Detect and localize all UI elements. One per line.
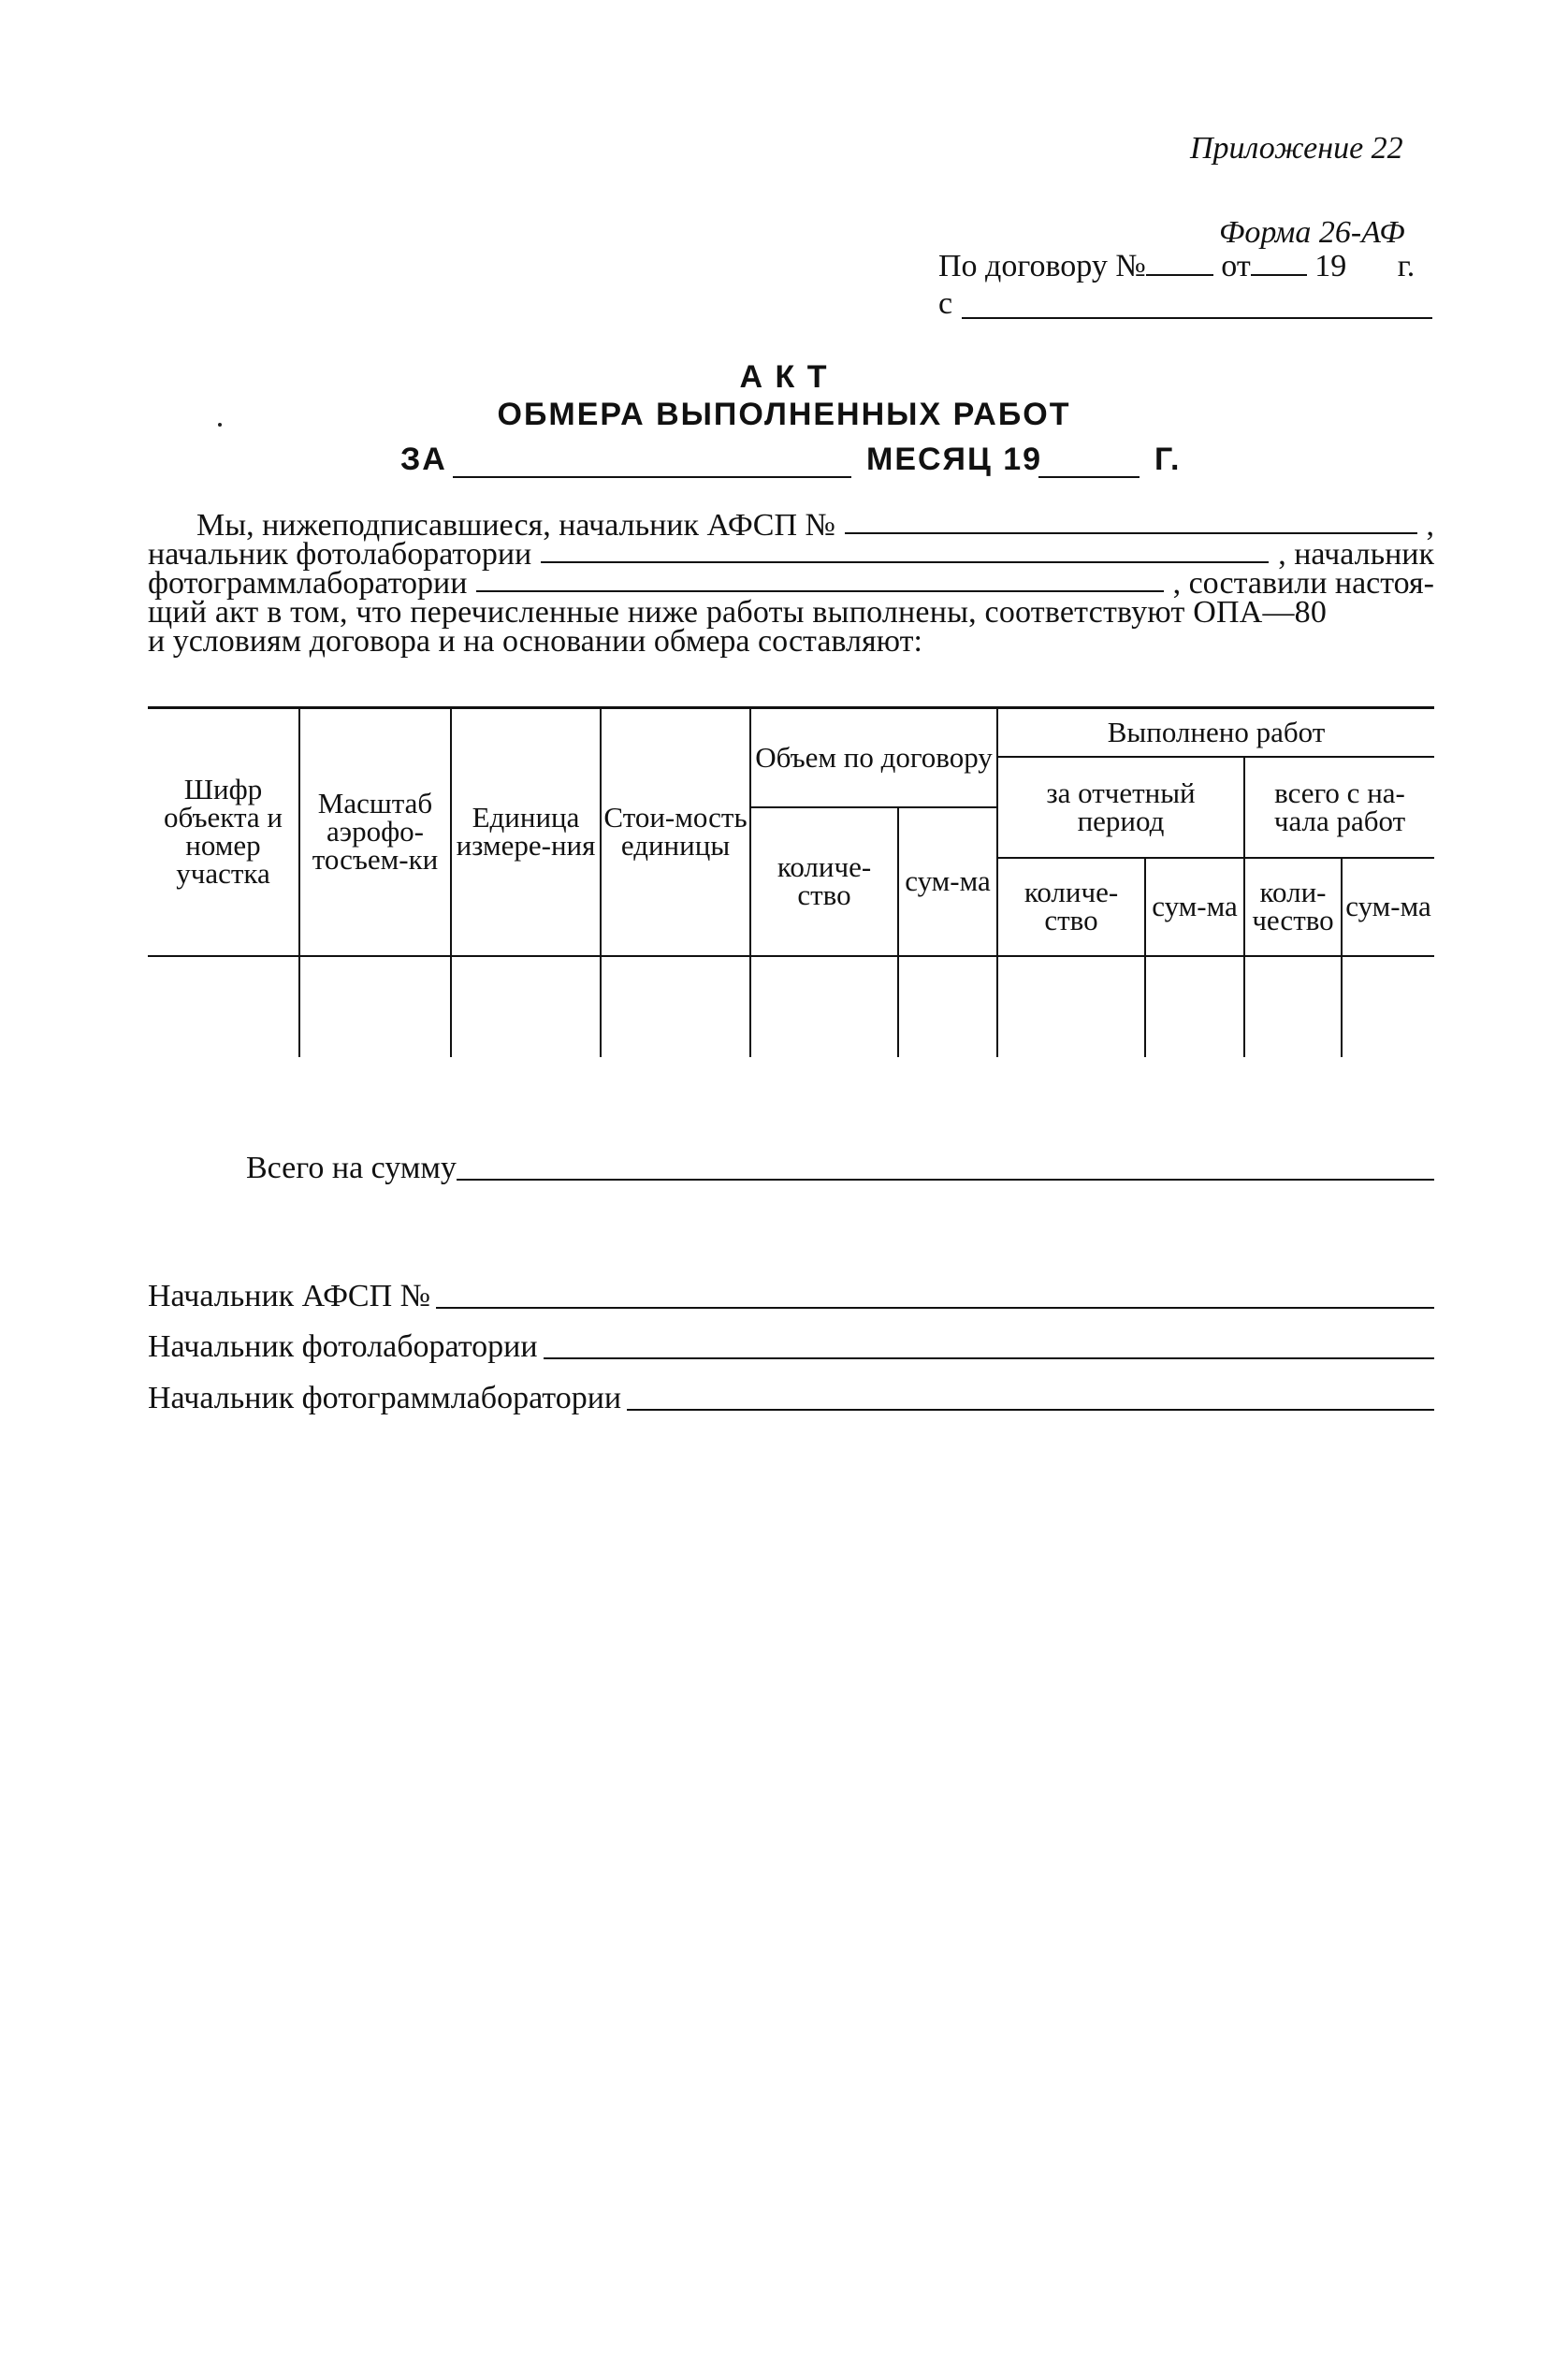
cell-period-sum[interactable] [1145, 956, 1244, 1057]
signature-photogrammlab [148, 1381, 1434, 1416]
col-header-contract-volume: Объем по договору [750, 708, 997, 807]
cell-scale[interactable] [299, 956, 451, 1057]
para-line3: фотограммлаборатории [148, 566, 468, 601]
doc-title-main: ОБМЕРА ВЫПОЛНЕННЫХ РАБОТ [497, 397, 1071, 432]
act-paragraph [148, 508, 1434, 659]
col-header-cost: Стои-мость единицы [601, 708, 750, 956]
signature-photogrammlab-label: Начальник фотограммлаборатории [148, 1381, 622, 1415]
contract-line [938, 249, 1415, 284]
signature-afsp [148, 1279, 1434, 1314]
contract-with-label: с [938, 286, 953, 321]
appendix-label: Приложение 22 [1190, 131, 1403, 166]
signature-photolab-blank[interactable] [544, 1357, 1434, 1359]
col-header-period-qty: количе-ство [997, 858, 1145, 956]
contract-with-blank[interactable] [962, 317, 1432, 319]
total-sum-label: Всего на сумму [246, 1151, 457, 1185]
para-line2: начальник фотолаборатории [148, 537, 532, 572]
cell-total-sum[interactable] [1342, 956, 1434, 1057]
contract-year: 19 [1314, 249, 1347, 283]
contract-date-blank[interactable] [1251, 274, 1307, 276]
para-line3-end: , составили настоя- [1172, 566, 1434, 601]
para-line4: щий акт в том, что перечисленные ниже работы выполнены, соответствуют ОПА—80 [148, 595, 1328, 630]
table-row [148, 956, 1434, 1057]
col-header-scale: Масштаб аэрофо-тосъем-ки [299, 708, 451, 956]
cell-period-qty[interactable] [997, 956, 1145, 1057]
cell-unit[interactable] [451, 956, 601, 1057]
cell-total-qty[interactable] [1244, 956, 1342, 1057]
photogrammlab-head-blank[interactable] [476, 590, 1163, 592]
col-header-code: Шифр объекта и номер участка [148, 708, 299, 956]
title-month: МЕСЯЦ 19 [866, 442, 1043, 477]
contract-prefix: По договору № [938, 249, 1146, 283]
para-line1: Мы, нижеподписавшиеся, начальник АФСП № [196, 508, 835, 543]
para-line2-end: , начальник [1278, 537, 1434, 572]
title-za: ЗА [400, 442, 447, 477]
cell-contract-sum[interactable] [898, 956, 997, 1057]
signature-afsp-label: Начальник АФСП № [148, 1279, 431, 1313]
para-line5: и условиям договора и на основании обмера составляют: [148, 624, 922, 659]
col-header-period: за отчетный период [997, 757, 1244, 858]
total-sum-row [246, 1151, 1434, 1186]
contract-number-blank[interactable] [1146, 274, 1213, 276]
signature-photogrammlab-blank[interactable] [627, 1409, 1434, 1411]
cell-code[interactable] [148, 956, 299, 1057]
signature-afsp-blank[interactable] [436, 1307, 1434, 1309]
contract-from: от [1221, 249, 1251, 283]
form-label: Форма 26-АФ [1219, 215, 1405, 250]
total-sum-blank[interactable] [457, 1179, 1434, 1181]
col-header-unit: Единица измере-ния [451, 708, 601, 956]
col-header-total-sum: сум-ма [1342, 858, 1434, 956]
title-month-blank[interactable] [453, 476, 851, 478]
title-year-suffix: Г. [1154, 442, 1182, 477]
title-year-blank[interactable] [1038, 476, 1140, 478]
cell-cost[interactable] [601, 956, 750, 1057]
signature-photolab-label: Начальник фотолаборатории [148, 1329, 538, 1364]
para-comma: , [1426, 508, 1434, 543]
contract-year-suffix: г. [1397, 249, 1416, 283]
col-header-contract-qty: количе-ство [750, 807, 898, 956]
stray-dot [218, 423, 222, 427]
cell-contract-qty[interactable] [750, 956, 898, 1057]
photolab-head-blank[interactable] [541, 561, 1269, 563]
col-header-contract-sum: сум-ма [898, 807, 997, 956]
doc-title-act: А К Т [739, 359, 829, 395]
col-header-total-qty: коли-чество [1244, 858, 1342, 956]
col-header-period-sum: сум-ма [1145, 858, 1244, 956]
col-header-since-start: всего с на-чала работ [1244, 757, 1434, 858]
col-header-completed: Выполнено работ [997, 708, 1434, 757]
work-table [148, 706, 1434, 1057]
afsp-number-blank[interactable] [845, 532, 1417, 534]
signature-photolab [148, 1329, 1434, 1365]
